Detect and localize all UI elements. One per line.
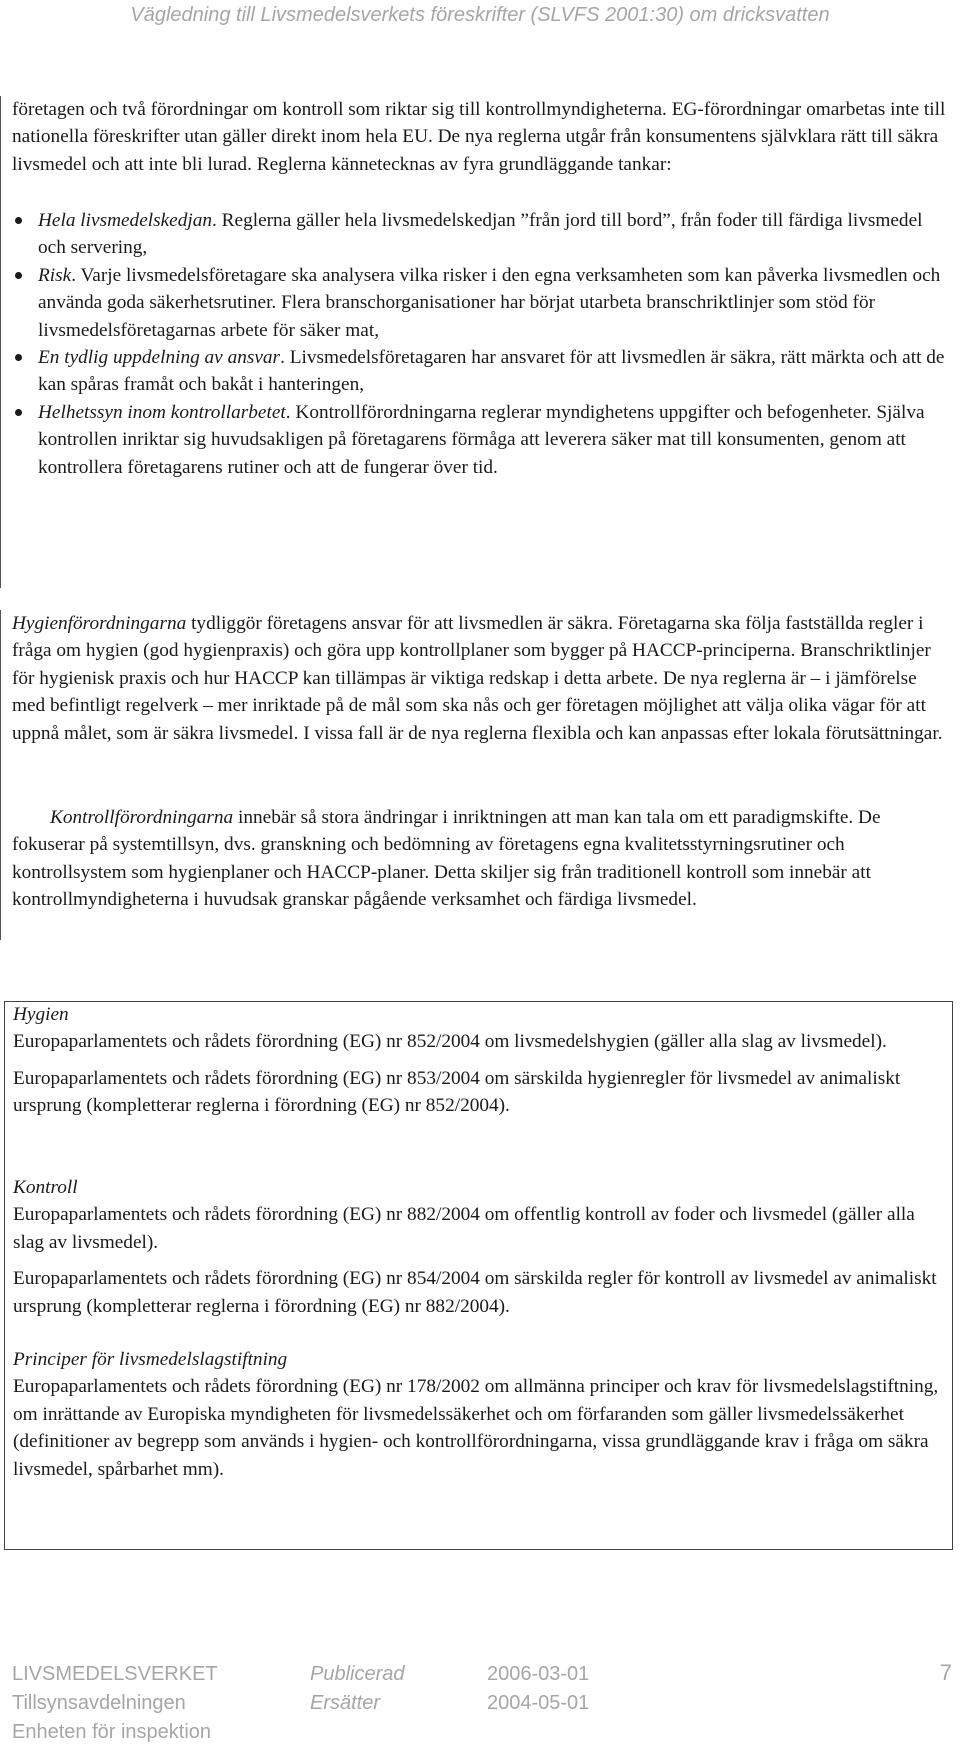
footer-dates: [487, 1660, 589, 1718]
bullet-text: . Reglerna gäller hela livsmedelskedjan ”från jord till bord”, från foder till färdiga livsmedel och servering,: [38, 210, 923, 259]
footer-org-block: [12, 1660, 218, 1747]
bullet-term: Hela livsmedelskedjan: [38, 210, 213, 231]
replaces-label: Ersätter: [310, 1692, 381, 1714]
list-item: [12, 262, 950, 344]
list-item: [12, 399, 950, 481]
footer-unit: Enheten för inspektion: [12, 1721, 212, 1743]
published-label: Publicerad: [310, 1663, 405, 1685]
bullet-icon: [15, 272, 22, 279]
change-bar: [0, 610, 1, 940]
page-number: 7: [939, 1660, 952, 1685]
bullet-text: . Varje livsmedelsföretagare ska analysera vilka risker i den egna verksamheten som kan påverka livsmedlen och använda goda säkerhetsrutiner. Flera branschorganisationer har börjat utarbeta branschriktlinjer som stöd för livsmedelsföretagarnas arbete för säker mat,: [38, 264, 941, 341]
control-section: [13, 1174, 948, 1320]
footer-labels: [310, 1660, 405, 1718]
regulation-text: Europaparlamentets och rådets förordning (EG) nr 178/2002 om allmänna principer och krav för livsmedelslagstiftning, om inrättande av Europiska myndigheten för livsmedelssäkerhet och om förfaranden som gäller livsmedelssäkerhet (definitioner av begrepp som används i hygien- och kontrollförordningarna, vissa grundläggande krav i fråga om säkra livsmedel, spårbarhet mm).: [13, 1376, 939, 1480]
regulations-box: [4, 1001, 953, 1550]
bullet-term: En tydlig uppdelning av ansvar: [38, 347, 281, 369]
footer-department: Tillsynsavdelningen: [12, 1692, 186, 1714]
section-heading: Kontroll: [13, 1177, 78, 1198]
section-heading: Principer för livsmedelslagstiftning: [13, 1349, 288, 1370]
bullet-term: Helhetssyn inom kontrollarbetet: [38, 401, 286, 423]
bullet-icon: [15, 354, 22, 361]
page-footer: [0, 1660, 960, 1751]
hygiene-section: [13, 1001, 948, 1120]
footer-org: LIVSMEDELSVERKET: [12, 1663, 218, 1685]
section-heading: Hygien: [13, 1004, 69, 1025]
replaces-date: 2004-05-01: [487, 1692, 590, 1714]
regulation-text: Europaparlamentets och rådets förordning (EG) nr 882/2004 om offentlig kontroll av foder och livsmedel (gäller alla slag av livsmedel).: [13, 1204, 915, 1253]
bullet-text: . Livsmedelsföretagaren har ansvaret för att livsmedlen är säkra, rätt märkta och att de kan spåras framåt och bakåt i hanteringen,: [38, 347, 945, 396]
control-paragraph: [12, 804, 950, 914]
principles-list: [12, 207, 950, 481]
intro-paragraph: [12, 96, 950, 178]
bullet-icon: [15, 217, 22, 224]
regulation-text: Europaparlamentets och rådets förordning (EG) nr 852/2004 om livsmedelshygien (gäller alla slag av livsmedel).: [13, 1031, 887, 1053]
paragraph-term: Hygienförordningarna: [12, 613, 187, 634]
bullet-icon: [15, 409, 22, 416]
regulation-text: Europaparlamentets och rådets förordning (EG) nr 854/2004 om särskilda regler för kontroll av livsmedel av animaliskt ursprung (kompletterar reglerna i förordning (EG) nr 882/2004).: [13, 1268, 937, 1317]
intro-text: företagen och två förordningar om kontroll som riktar sig till kontrollmyndigheterna. EG-förordningar omarbetas inte till nationella föreskrifter utan gäller direkt inom hela EU. De nya reglerna utgår från konsumentens självklara rätt till säkra livsmedel och att inte bli lurad. Reglerna kännetecknas av fyra grundläggande tankar:: [12, 99, 946, 175]
bullet-term: Risk: [38, 264, 72, 286]
paragraph-text: innebär så stora ändringar i inriktningen att man kan tala om ett paradigmskifte. De fokuserar på systemtillsyn, dvs. granskning och bedömning av företagens egna kvalitetsstyrningsrutiner och kontrollsystem som hygienplaner och HACCP-planer. Detta skiljer sig från traditionell kontroll som innebär att kontrollmyndigheterna i huvudsak granskar pågående verksamhet och färdiga livsmedel.: [12, 807, 881, 911]
list-item: [12, 207, 950, 262]
paragraph-term: Kontrollförordningarna: [50, 807, 234, 828]
published-date: 2006-03-01: [487, 1663, 590, 1685]
regulation-text: Europaparlamentets och rådets förordning (EG) nr 853/2004 om särskilda hygienregler för livsmedel av animaliskt ursprung (kompletterar reglerna i förordning (EG) nr 852/2004).: [13, 1067, 901, 1117]
paragraph-text: tydliggör företagens ansvar för att livsmedlen är säkra. Företagarna ska följa fastställda regler i fråga om hygien (god hygienpraxis) och göra upp kontrollplaner som bygger på HACCP-principerna. Branschriktlinjer för hygienisk praxis och hur HACCP kan tillämpas är viktiga redskap i detta arbete. De nya reglerna är – i jämförelse med befintligt regelverk – mer inriktade på de mål som ska nås och ger företagen möjlighet att välja olika vägar för att uppnå målet, som är säkra livsmedel. I vissa fall är de nya reglerna flexibla och kan anpassas efter lokala förutsättningar.: [12, 613, 943, 744]
bullet-text: . Kontrollförordningarna reglerar myndighetens uppgifter och befogenheter. Själva kontrollen inriktar sig huvudsakligen på företagarens förmåga att leverera säker mat till konsumenten, genom att kontrollera företagarens rutiner och att de fungerar över tid.: [38, 401, 925, 478]
page-header: Vägledning till Livsmedelsverkets föreskrifter (SLVFS 2001:30) om dricksvatten: [130, 4, 830, 26]
hygiene-paragraph: [12, 610, 950, 747]
change-bar: [0, 96, 1, 588]
principles-section: [13, 1346, 948, 1483]
list-item: [12, 344, 950, 399]
